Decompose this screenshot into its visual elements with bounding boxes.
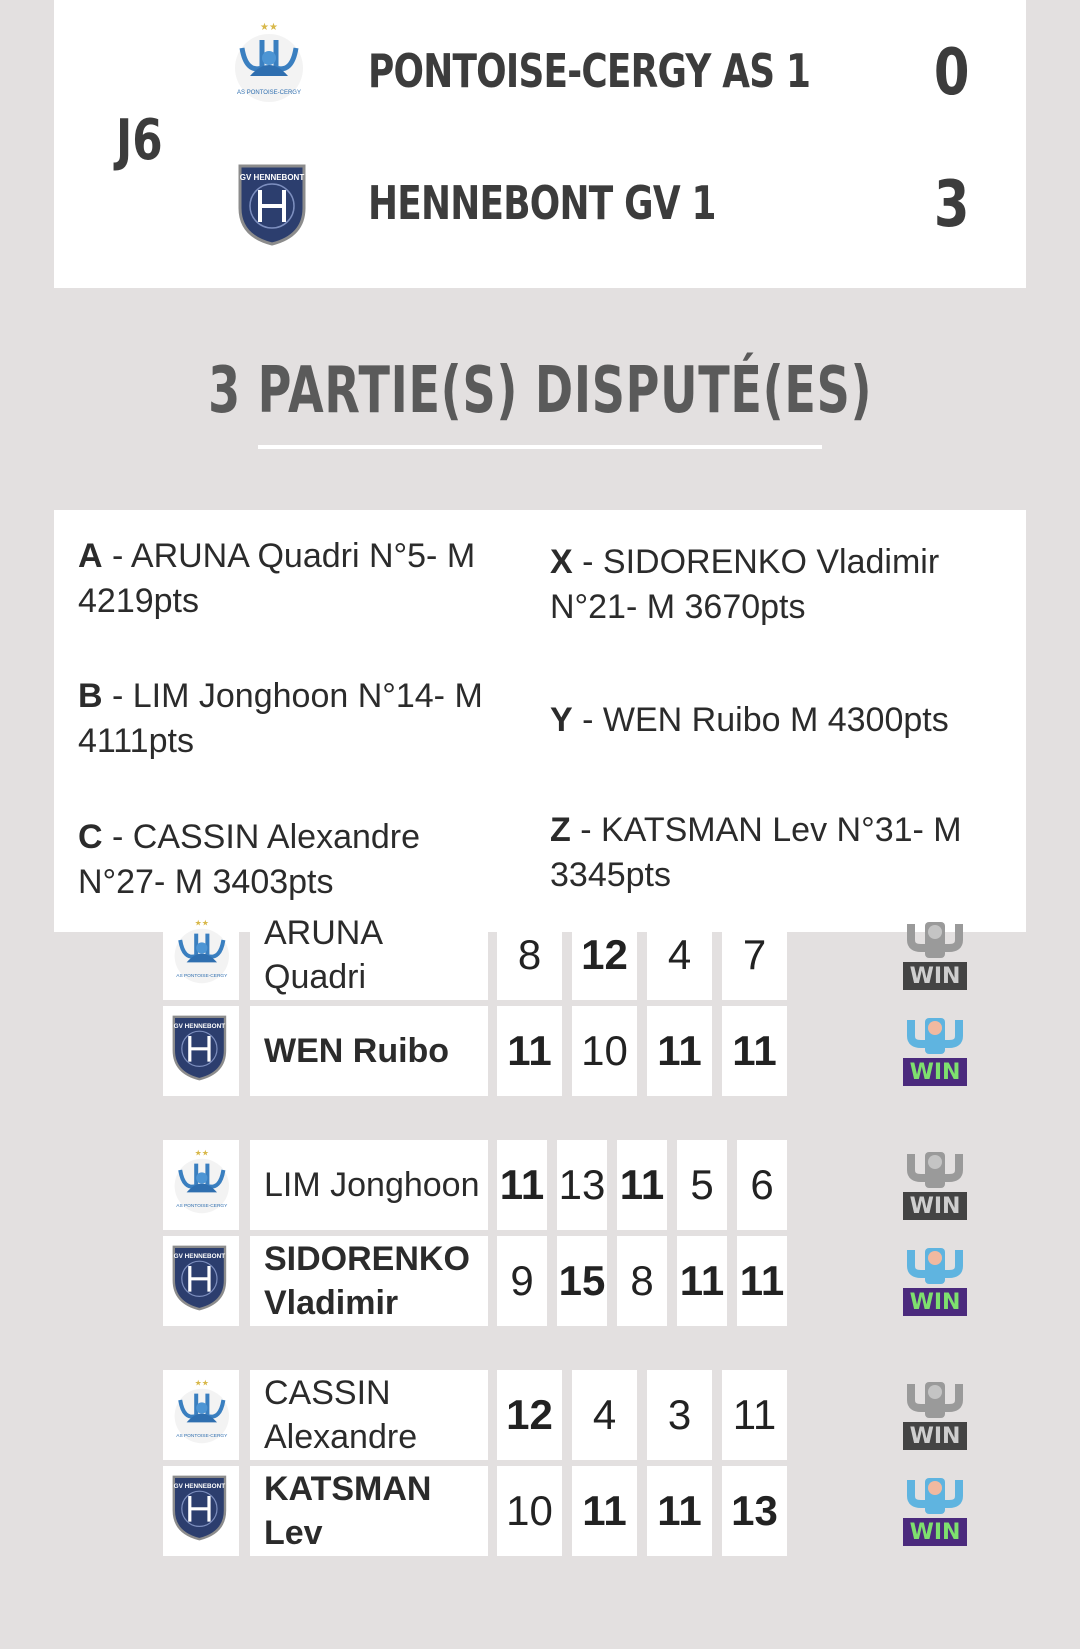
- set-score: 12: [497, 1370, 562, 1460]
- set-score: 4: [647, 910, 712, 1000]
- svg-text:WIN: WIN: [909, 964, 961, 989]
- player-name: LIM Jonghoon: [264, 1166, 480, 1204]
- player-away-x: X - SIDORENKO Vladimir N°21- M 3670pts: [550, 543, 940, 626]
- hennebont-logo-icon: [234, 160, 310, 246]
- set-score: 11: [617, 1140, 667, 1230]
- svg-text:★★: ★★: [194, 1148, 209, 1158]
- loss-trophy-icon: [899, 918, 971, 994]
- svg-text:★★: ★★: [194, 918, 209, 928]
- player-name: ARUNA Quadri: [264, 914, 382, 996]
- banner-underline: [258, 445, 822, 449]
- svg-text:AS PONTOISE-CERGY: AS PONTOISE-CERGY: [176, 1433, 228, 1439]
- set-score: 11: [497, 1140, 547, 1230]
- set-score: 7: [722, 910, 787, 1000]
- set-score: 8: [617, 1236, 667, 1326]
- set-score: 11: [497, 1006, 562, 1096]
- set-score: 11: [677, 1236, 727, 1326]
- pontoise-cergy-logo-icon: [163, 1140, 239, 1230]
- svg-text:WIN: WIN: [909, 1424, 961, 1449]
- loss-trophy-icon: [899, 1378, 971, 1454]
- home-team-name: PONTOISE-CERGY AS 1: [368, 44, 811, 98]
- set-score: 8: [497, 910, 562, 1000]
- player-name: CASSIN Alexandre: [264, 1374, 418, 1456]
- match-header: [54, 0, 1026, 288]
- set-score: 5: [677, 1140, 727, 1230]
- svg-text:★★: ★★: [260, 22, 278, 33]
- player-name-cell: [250, 1140, 488, 1230]
- set-score: 3: [647, 1370, 712, 1460]
- svg-text:AS PONTOISE-CERGY: AS PONTOISE-CERGY: [237, 90, 301, 96]
- set-score: 11: [722, 1006, 787, 1096]
- player-home-b: B - LIM Jonghoon N°14- M 4111pts: [78, 677, 483, 760]
- svg-text:AS PONTOISE-CERGY: AS PONTOISE-CERGY: [176, 973, 228, 979]
- set-score: 11: [647, 1466, 712, 1556]
- player-name-cell: [250, 1006, 488, 1096]
- set-score: 4: [572, 1370, 637, 1460]
- player-away-z: Z - KATSMAN Lev N°31- M 3345pts: [550, 811, 962, 894]
- player-away-y: Y - WEN Ruibo M 4300pts: [550, 701, 949, 739]
- games-played-title: 3 PARTIE(S) DISPUTÉ(ES): [207, 354, 873, 428]
- set-score: 10: [572, 1006, 637, 1096]
- loss-trophy-icon: [899, 1148, 971, 1224]
- hennebont-logo-icon: [163, 1466, 239, 1556]
- set-score: 9: [497, 1236, 547, 1326]
- svg-text:WIN: WIN: [909, 1194, 961, 1219]
- player-home-c: C - CASSIN Alexandre N°27- M 3403pts: [78, 818, 421, 901]
- win-trophy-icon: [899, 1244, 971, 1320]
- player-name-cell: [250, 1236, 488, 1326]
- away-team-score: 3: [934, 168, 970, 242]
- svg-text:WIN: WIN: [909, 1520, 961, 1545]
- games-played-banner: [54, 288, 1026, 510]
- player-name: SIDORENKO Vladimir: [264, 1240, 470, 1322]
- win-trophy-icon: [899, 1014, 971, 1090]
- svg-text:GV HENNEBONT: GV HENNEBONT: [173, 1253, 226, 1260]
- svg-text:GV HENNEBONT: GV HENNEBONT: [173, 1483, 226, 1490]
- home-team-score: 0: [934, 36, 970, 110]
- svg-text:GV HENNEBONT: GV HENNEBONT: [239, 173, 305, 182]
- player-name: WEN Ruibo: [264, 1032, 450, 1070]
- set-score: 11: [647, 1006, 712, 1096]
- svg-text:★★: ★★: [194, 1378, 209, 1388]
- hennebont-logo-icon: [163, 1236, 239, 1326]
- svg-text:AS PONTOISE-CERGY: AS PONTOISE-CERGY: [176, 1203, 228, 1209]
- pontoise-cergy-logo-icon: [163, 1370, 239, 1460]
- match-page: [54, 0, 1026, 1649]
- svg-text:GV HENNEBONT: GV HENNEBONT: [173, 1023, 226, 1030]
- set-score: 12: [572, 910, 637, 1000]
- set-score: 6: [737, 1140, 787, 1230]
- set-score: 10: [497, 1466, 562, 1556]
- player-name: KATSMAN Lev: [264, 1470, 432, 1552]
- set-score: 11: [737, 1236, 787, 1326]
- player-name-cell: [250, 910, 488, 1000]
- pontoise-cergy-logo-icon: [228, 18, 310, 104]
- players-list: [54, 510, 1026, 932]
- round-label: J6: [116, 108, 163, 173]
- away-team-name: HENNEBONT GV 1: [368, 176, 716, 230]
- set-score: 15: [557, 1236, 607, 1326]
- player-name-cell: [250, 1466, 488, 1556]
- hennebont-logo-icon: [163, 1006, 239, 1096]
- set-score: 11: [572, 1466, 637, 1556]
- set-score: 13: [722, 1466, 787, 1556]
- player-name-cell: [250, 1370, 488, 1460]
- pontoise-cergy-logo-icon: [163, 910, 239, 1000]
- svg-text:WIN: WIN: [909, 1060, 961, 1085]
- player-home-a: A - ARUNA Quadri N°5- M 4219pts: [78, 537, 476, 620]
- set-score: 13: [557, 1140, 607, 1230]
- set-score: 11: [722, 1370, 787, 1460]
- svg-text:WIN: WIN: [909, 1290, 961, 1315]
- win-trophy-icon: [899, 1474, 971, 1550]
